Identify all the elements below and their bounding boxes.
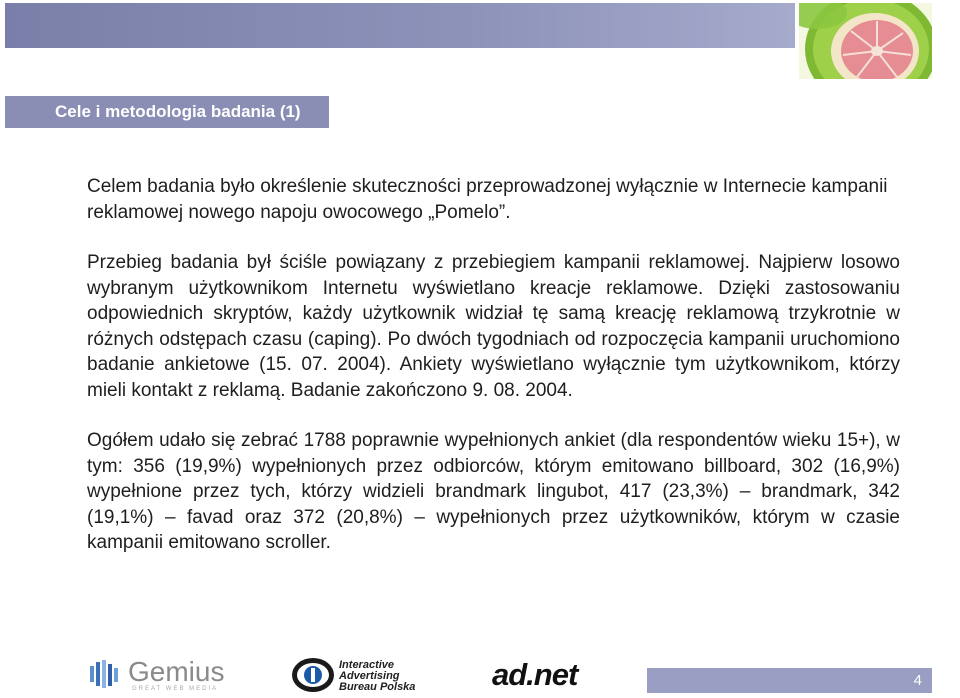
gemius-bars-icon (90, 660, 124, 688)
gemius-tagline: GREAT WEB MEDIA (132, 686, 219, 692)
footer-bar (647, 668, 932, 693)
iab-line-1: Interactive (339, 659, 395, 671)
slide-title-tab (5, 96, 329, 128)
iab-line-2: Advertising (339, 670, 400, 682)
gemius-wordmark: Gemius (128, 656, 225, 687)
iab-eye-icon (291, 656, 335, 694)
paragraph-procedure: Przebieg badania był ściśle powiązany z przebiegiem kampanii reklamowej. Najpierw losowo wybranym użytkownikom Internetu wyświetlano kreacje reklamowe. Dzięki zastosowaniu odpowiednich skryptów, każdy użytkownik widział tę samą kreację reklamową trzykrotnie w różnych odstępach czasu (caping). Po dwóch tygodniach od rozpoczęcia kampanii uruchomiono badanie ankietowe (15. 07. 2004). Ankiety wyświetlano wyłącznie tym użytkownikom, którzy mieli kontakt z reklamą. Badanie zakończono 9. 08. 2004. (87, 252, 900, 401)
pomelo-image (799, 3, 932, 79)
adnet-logo (492, 656, 602, 694)
iab-logo (291, 656, 441, 694)
paragraph-results: Ogółem udało się zebrać 1788 poprawnie wypełnionych ankiet (dla respondentów wieku 15+), w tym: 356 (19,9%) wypełnionych przez odbiorców, którym emitowano billboard, 302 (16,9%) wypełnione przez tych, którzy widzieli brandmark lingubot, 417 (23,3%) – brandmark, 342 (19,1%) – favad oraz 372 (20,8%) – wypełnionych przez użytkowników, którym w czasie kampanii emitowano scroller. (87, 430, 900, 553)
adnet-wordmark: ad.net (492, 657, 578, 692)
slide-title: Cele i metodologia badania (1) (55, 102, 301, 121)
page-number: 4 (913, 672, 922, 689)
pomelo-slice-icon (799, 3, 932, 79)
header-bar (5, 3, 795, 48)
gemius-logo (90, 656, 240, 692)
paragraph-goal: Celem badania było określenie skuteczności przeprowadzonej wyłącznie w Internecie kampanii reklamowej nowego napoju owocowego „Pomelo”. (87, 176, 888, 223)
iab-line-3: Bureau Polska (339, 681, 416, 693)
slide-body (87, 174, 900, 581)
